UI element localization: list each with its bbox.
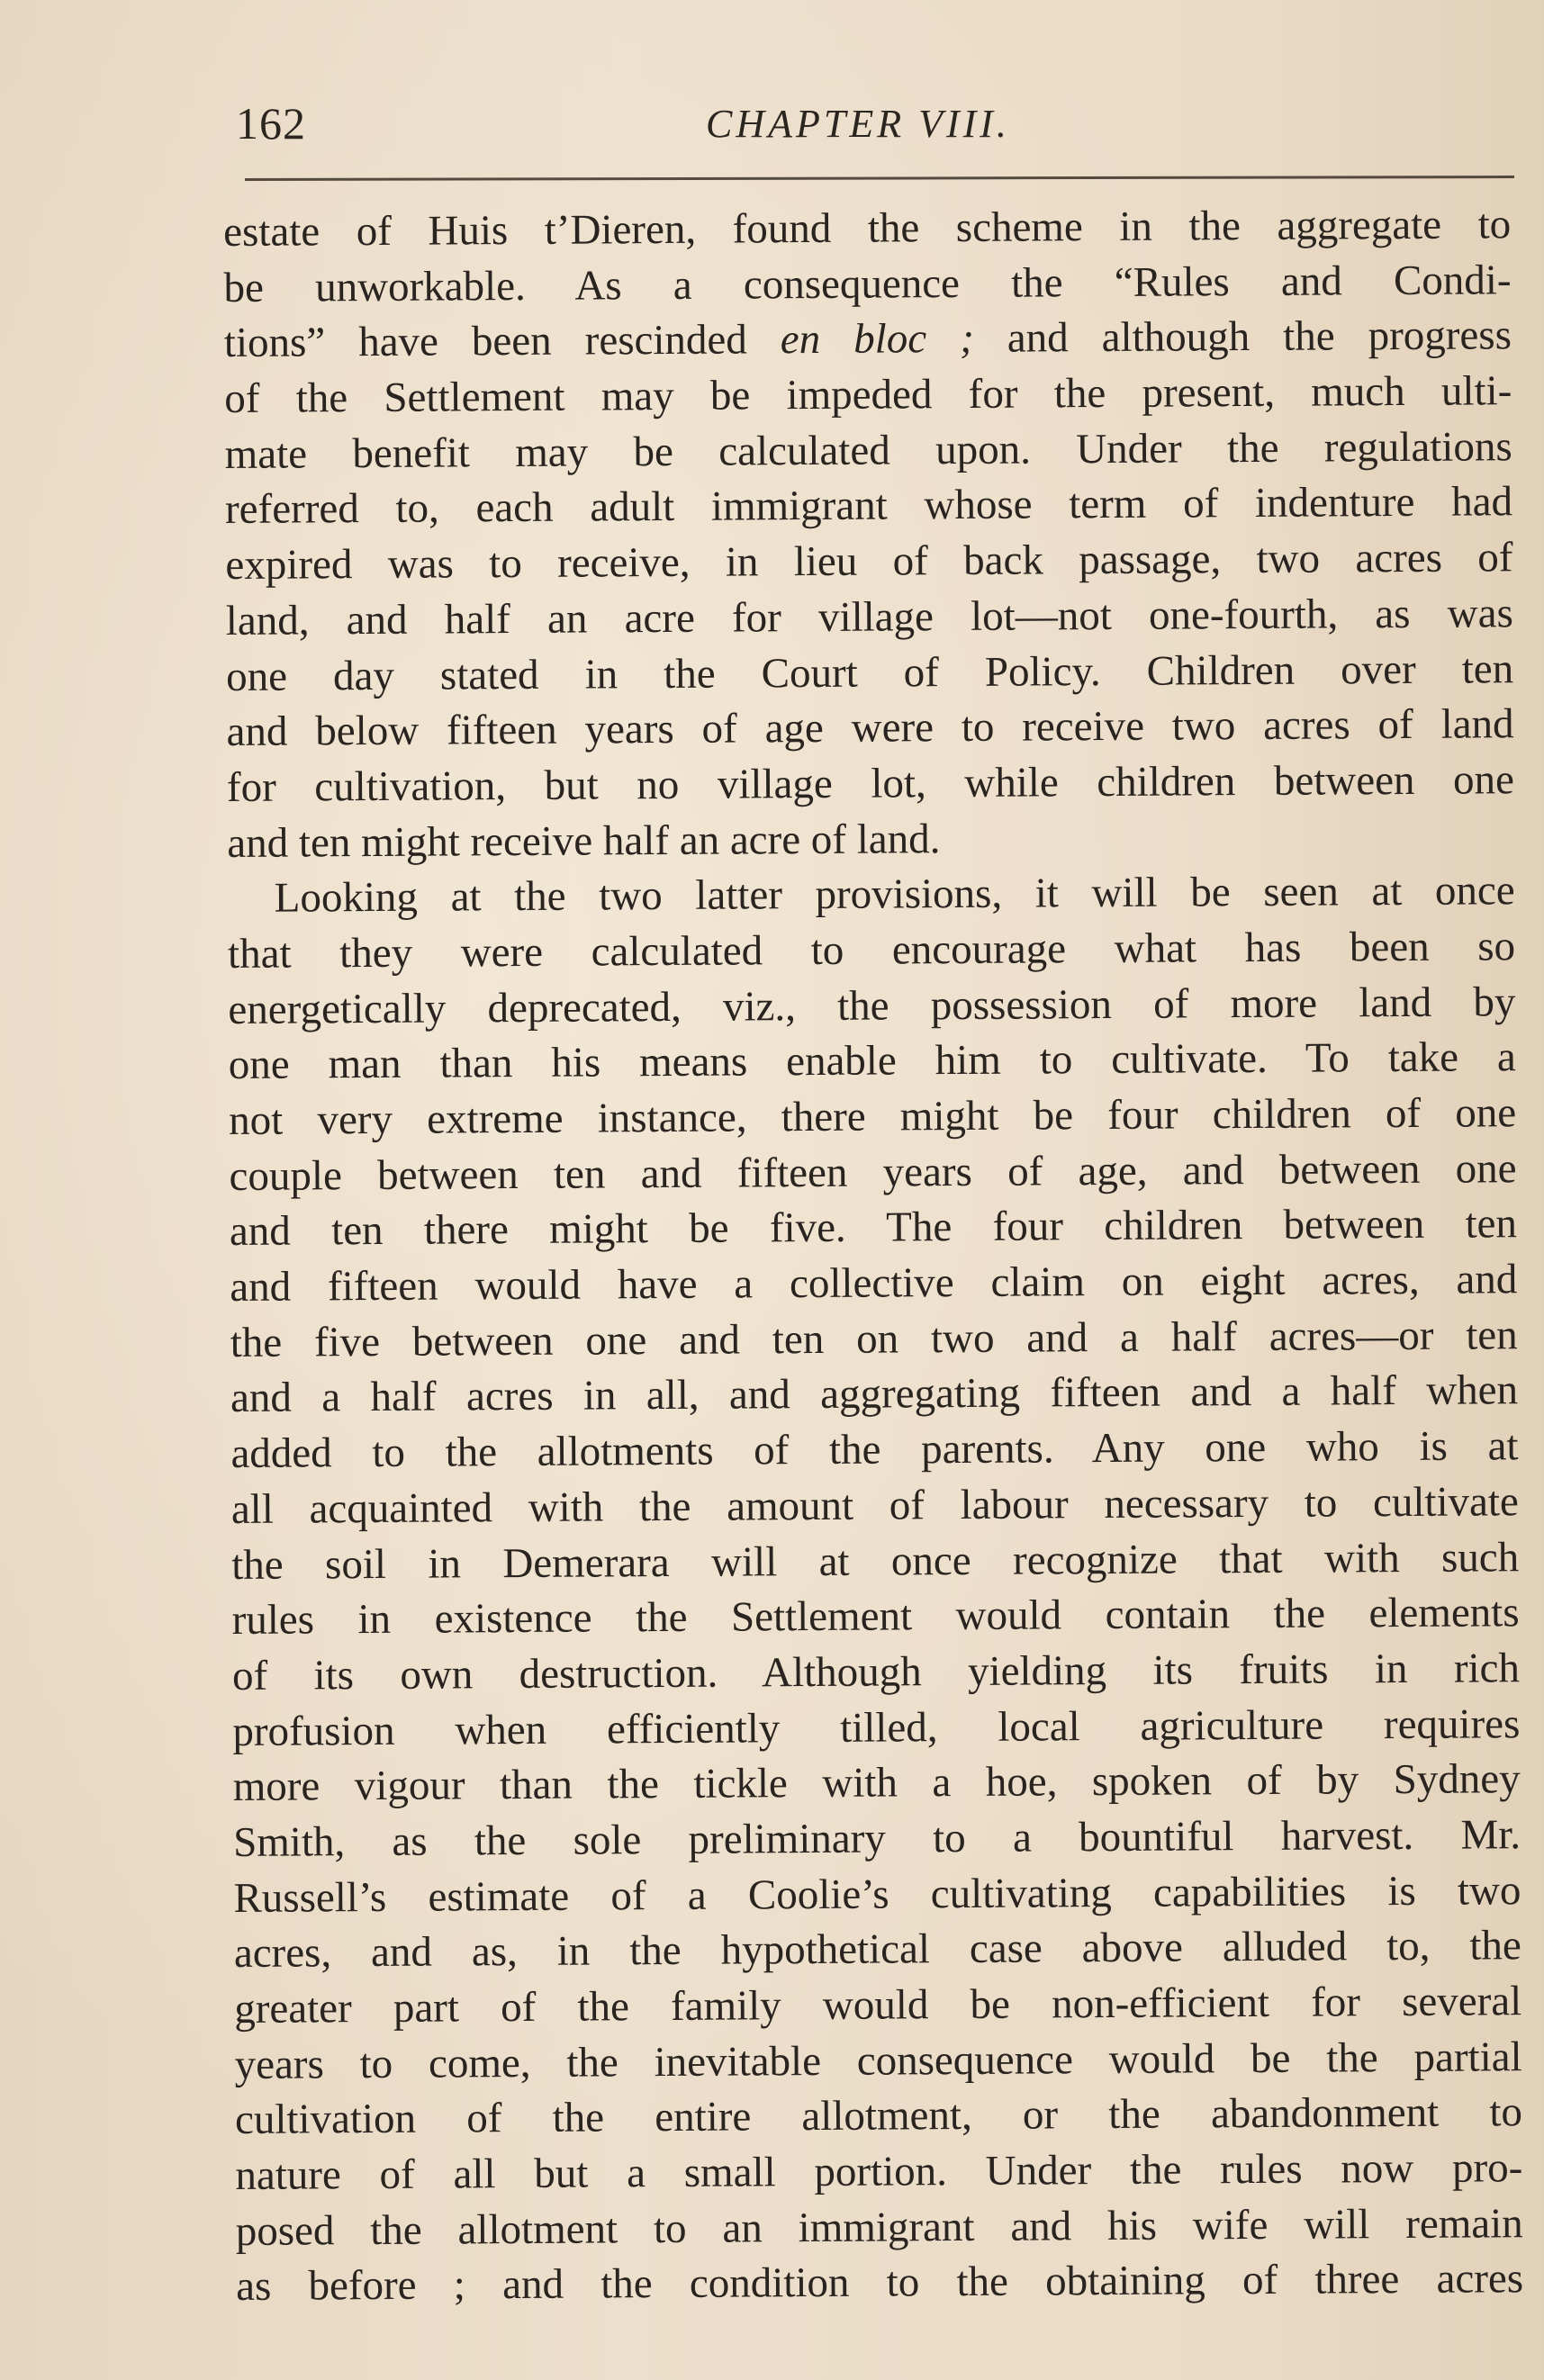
text-line: the soil in Demerara will at once recognize that with such xyxy=(231,1533,1520,1589)
text-line: be unworkable. As a consequence the “Rules and Condi- xyxy=(223,256,1512,311)
text-line: years to come, the inevitable consequence would be the partial xyxy=(234,2033,1522,2088)
text-line: the five between one and ten on two and a half acres—or ten xyxy=(230,1311,1518,1366)
text-line: one day stated in the Court of Policy. Children over ten xyxy=(226,645,1514,700)
text-line: greater part of the family would be non-efficient for several xyxy=(234,1978,1522,2033)
text-line: and fifteen would have a collective claim on eight acres, and xyxy=(230,1256,1518,1312)
header-rule xyxy=(245,176,1514,181)
text-line: that they were calculated to encourage what has been so xyxy=(227,923,1516,978)
text-line: one man than his means enable him to cultivate. To take a xyxy=(228,1033,1516,1089)
text-line: acres, and as, in the hypothetical case above alluded to, the xyxy=(233,1922,1521,1978)
text-line: referred to, each adult immigrant whose term of indenture had xyxy=(224,478,1513,534)
text-line: and ten there might be five. The four children between ten xyxy=(229,1200,1518,1256)
text-line: nature of all but a small portion. Under the rules now pro- xyxy=(235,2144,1523,2200)
text-line: of the Settlement may be impeded for the present, much ulti- xyxy=(224,367,1512,423)
text-line: land, and half an acre for village lot—not one-fourth, as was xyxy=(225,590,1513,645)
text-line: and a half acres in all, and aggregating fifteen and a half when xyxy=(230,1366,1519,1422)
page-header xyxy=(236,97,1514,160)
text-line: Russell’s estimate of a Coolie’s cultivating capabilities is two xyxy=(233,1866,1521,1922)
text-line: energetically deprecated, viz., the possession of more land by xyxy=(228,978,1516,1033)
text-segment: tions” have been rescinded xyxy=(223,316,781,367)
text-line: added to the allotments of the parents. Any one who is at xyxy=(230,1422,1519,1478)
text-line: Looking at the two latter provisions, it will be seen at once xyxy=(274,867,1515,922)
body-text xyxy=(223,197,1523,2315)
text-line: mate benefit may be calculated upon. Under the regulations xyxy=(224,423,1512,478)
text-line: all acquainted with the amount of labour necessary to cultivate xyxy=(230,1478,1519,1533)
text-line: and below fifteen years of age were to receive two acres of land xyxy=(226,700,1514,756)
text-line: for cultivation, but no village lot, while children between one xyxy=(226,756,1515,811)
page-number: 162 xyxy=(236,98,306,149)
text-line: as before ; and the condition to the obtaining of three acres xyxy=(235,2255,1524,2311)
italic-phrase: en bloc ; xyxy=(780,315,974,364)
text-segment: and although the progress xyxy=(973,311,1512,363)
text-line: more vigour than the tickle with a hoe, spoken of by Sydney xyxy=(232,1755,1521,1811)
text-line: couple between ten and fifteen years of age, and between one xyxy=(229,1144,1517,1200)
text-line: expired was to receive, in lieu of back passage, two acres of xyxy=(225,534,1513,590)
text-line: not very extreme instance, there might be four children of one xyxy=(229,1089,1517,1144)
text-line: profusion when efficiently tilled, local agriculture requires xyxy=(232,1699,1521,1755)
text-line xyxy=(224,309,1512,372)
text-line: and ten might receive half an acre of land. xyxy=(227,815,941,867)
text-line: cultivation of the entire allotment, or the abandonment to xyxy=(234,2088,1523,2144)
text-line: of its own destruction. Although yielding its fruits in rich xyxy=(231,1645,1521,1699)
text-line: estate of Huis t’Dieren, found the scheme in the aggregate to xyxy=(223,201,1512,256)
text-line: rules in existence the Settlement would contain the elements xyxy=(231,1589,1520,1645)
text-line: posed the allotment to an immigrant and his wife will remain xyxy=(235,2199,1523,2255)
text-line: Smith, as the sole preliminary to a bountiful harvest. Mr. xyxy=(232,1811,1521,1866)
chapter-title: CHAPTER VIII. xyxy=(706,102,1010,146)
